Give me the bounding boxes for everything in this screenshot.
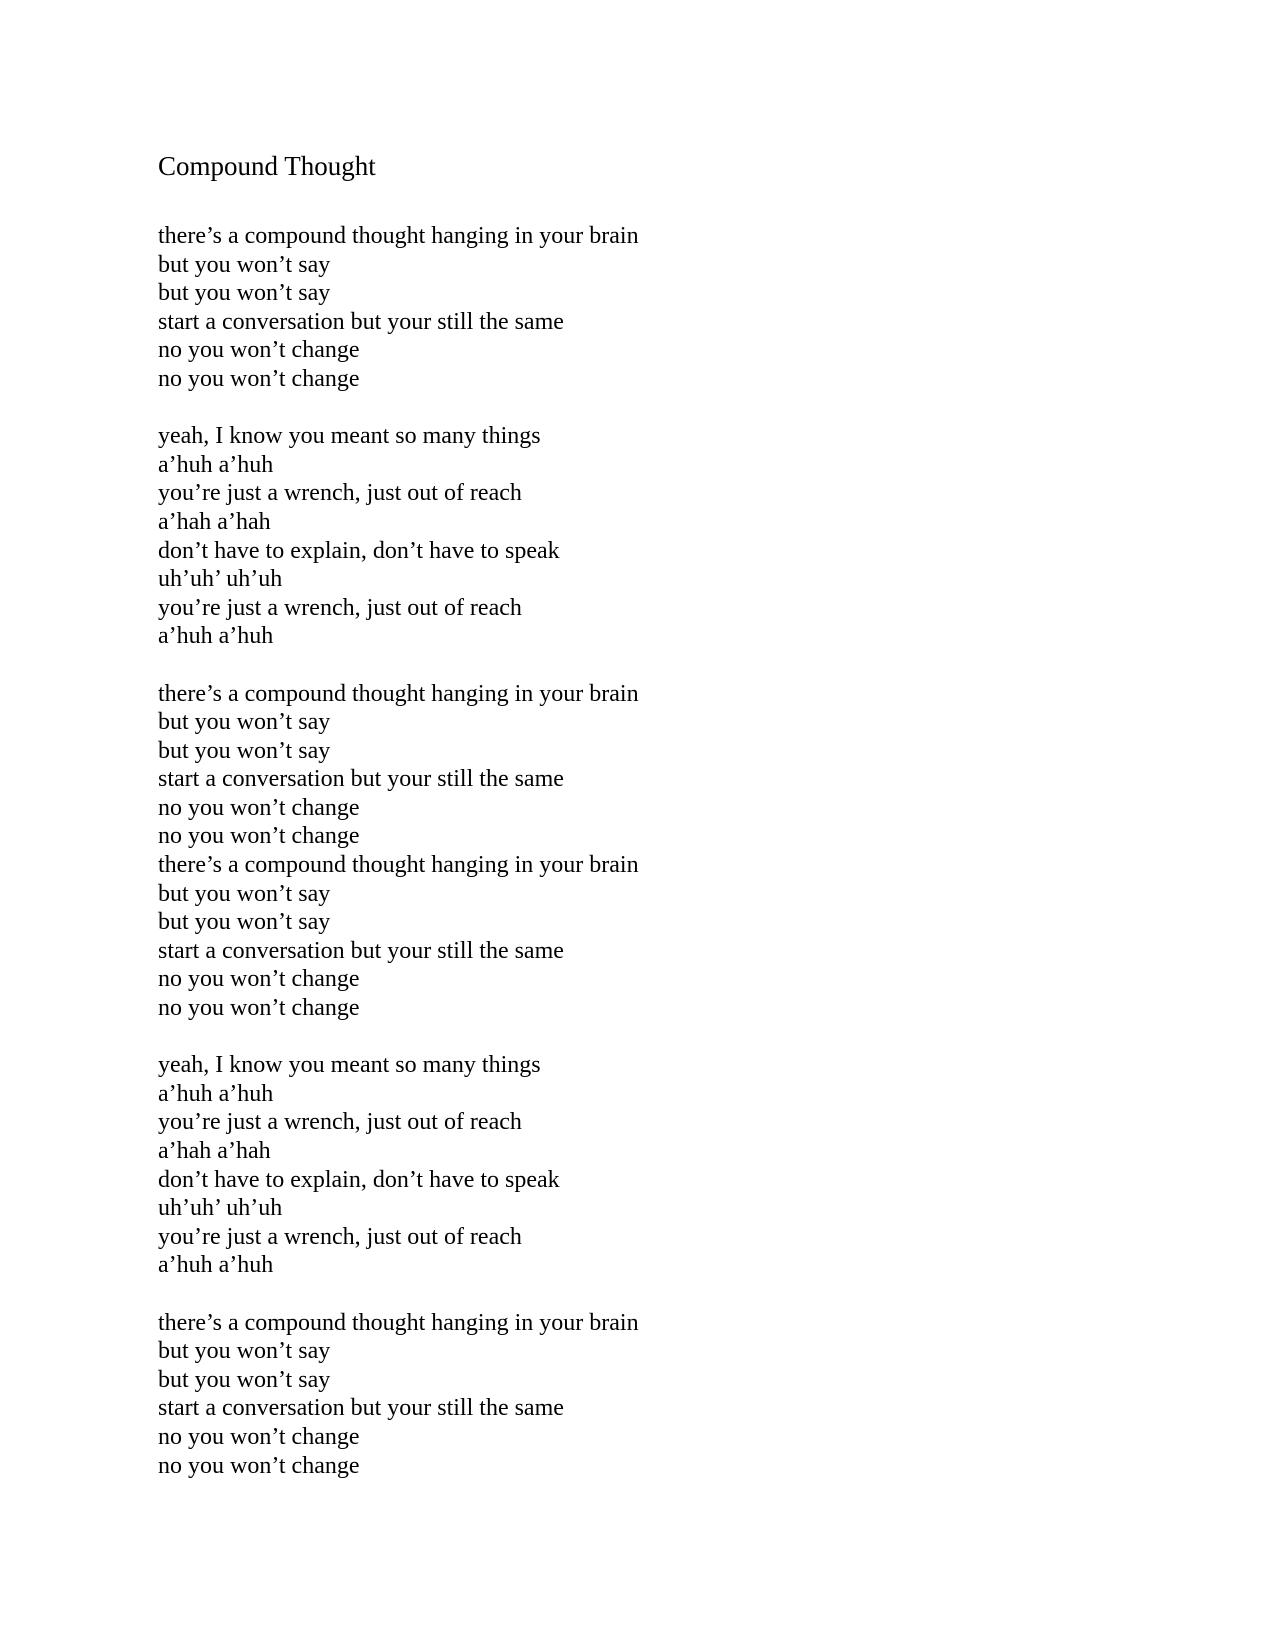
document-title: Compound Thought [158,151,376,181]
stanza [158,1051,639,1280]
lyric-line: no you won’t change [158,794,360,821]
lyric-line: don’t have to explain, don’t have to speak [158,1166,560,1193]
stanza [158,680,639,1023]
lyric-line: but you won’t say [158,280,331,307]
lyric-line: you’re just a wrench, just out of reach [158,480,522,507]
lyric-line: yeah, I know you meant so many things [158,1052,541,1079]
lyric-line: uh’uh’ uh’uh [158,1195,283,1222]
lyric-line: yeah, I know you meant so many things [158,423,541,450]
lyric-line: but you won’t say [158,251,331,278]
lyric-line: no you won’t change [158,995,360,1022]
lyric-line: a’huh a’huh [158,623,274,650]
lyric-line: you’re just a wrench, just out of reach [158,1109,522,1136]
lyric-line: there’s a compound thought hanging in your brain [158,223,639,249]
lyric-line: start a conversation but your still the same [158,766,564,793]
lyric-line: you’re just a wrench, just out of reach [158,1223,522,1250]
lyric-line: no you won’t change [158,1423,360,1450]
lyric-line: no you won’t change [158,966,360,993]
stanza [158,1309,639,1481]
lyric-line: no you won’t change [158,365,360,392]
lyric-line: a’huh a’huh [158,451,274,478]
lyric-line: but you won’t say [158,1338,331,1365]
lyric-line: no you won’t change [158,823,360,850]
lyric-line: start a conversation but your still the same [158,308,564,335]
lyric-line: no you won’t change [158,337,360,364]
lyric-line: a’huh a’huh [158,1252,274,1279]
lyric-line: don’t have to explain, don’t have to speak [158,537,560,564]
stanza [158,222,639,394]
stanza [158,422,639,651]
lyric-line: but you won’t say [158,709,331,736]
lyric-line: there’s a compound thought hanging in your brain [158,680,639,707]
lyric-line: but you won’t say [158,1366,331,1393]
lyric-line: no you won’t change [158,1452,360,1479]
lyric-line: a’hah a’hah [158,508,271,535]
lyric-line: there’s a compound thought hanging in your brain [158,852,639,879]
lyric-line: you’re just a wrench, just out of reach [158,594,522,621]
lyric-line: start a conversation but your still the same [158,1395,564,1422]
lyric-line: but you won’t say [158,880,331,907]
lyric-line: but you won’t say [158,737,331,764]
lyric-line: a’hah a’hah [158,1138,271,1164]
lyrics-body [158,222,639,1509]
lyric-line: a’huh a’huh [158,1080,274,1107]
lyric-line: but you won’t say [158,909,331,936]
lyric-line: there’s a compound thought hanging in your brain [158,1309,639,1336]
lyric-line: uh’uh’ uh’uh [158,566,283,593]
lyric-line: start a conversation but your still the same [158,937,564,964]
